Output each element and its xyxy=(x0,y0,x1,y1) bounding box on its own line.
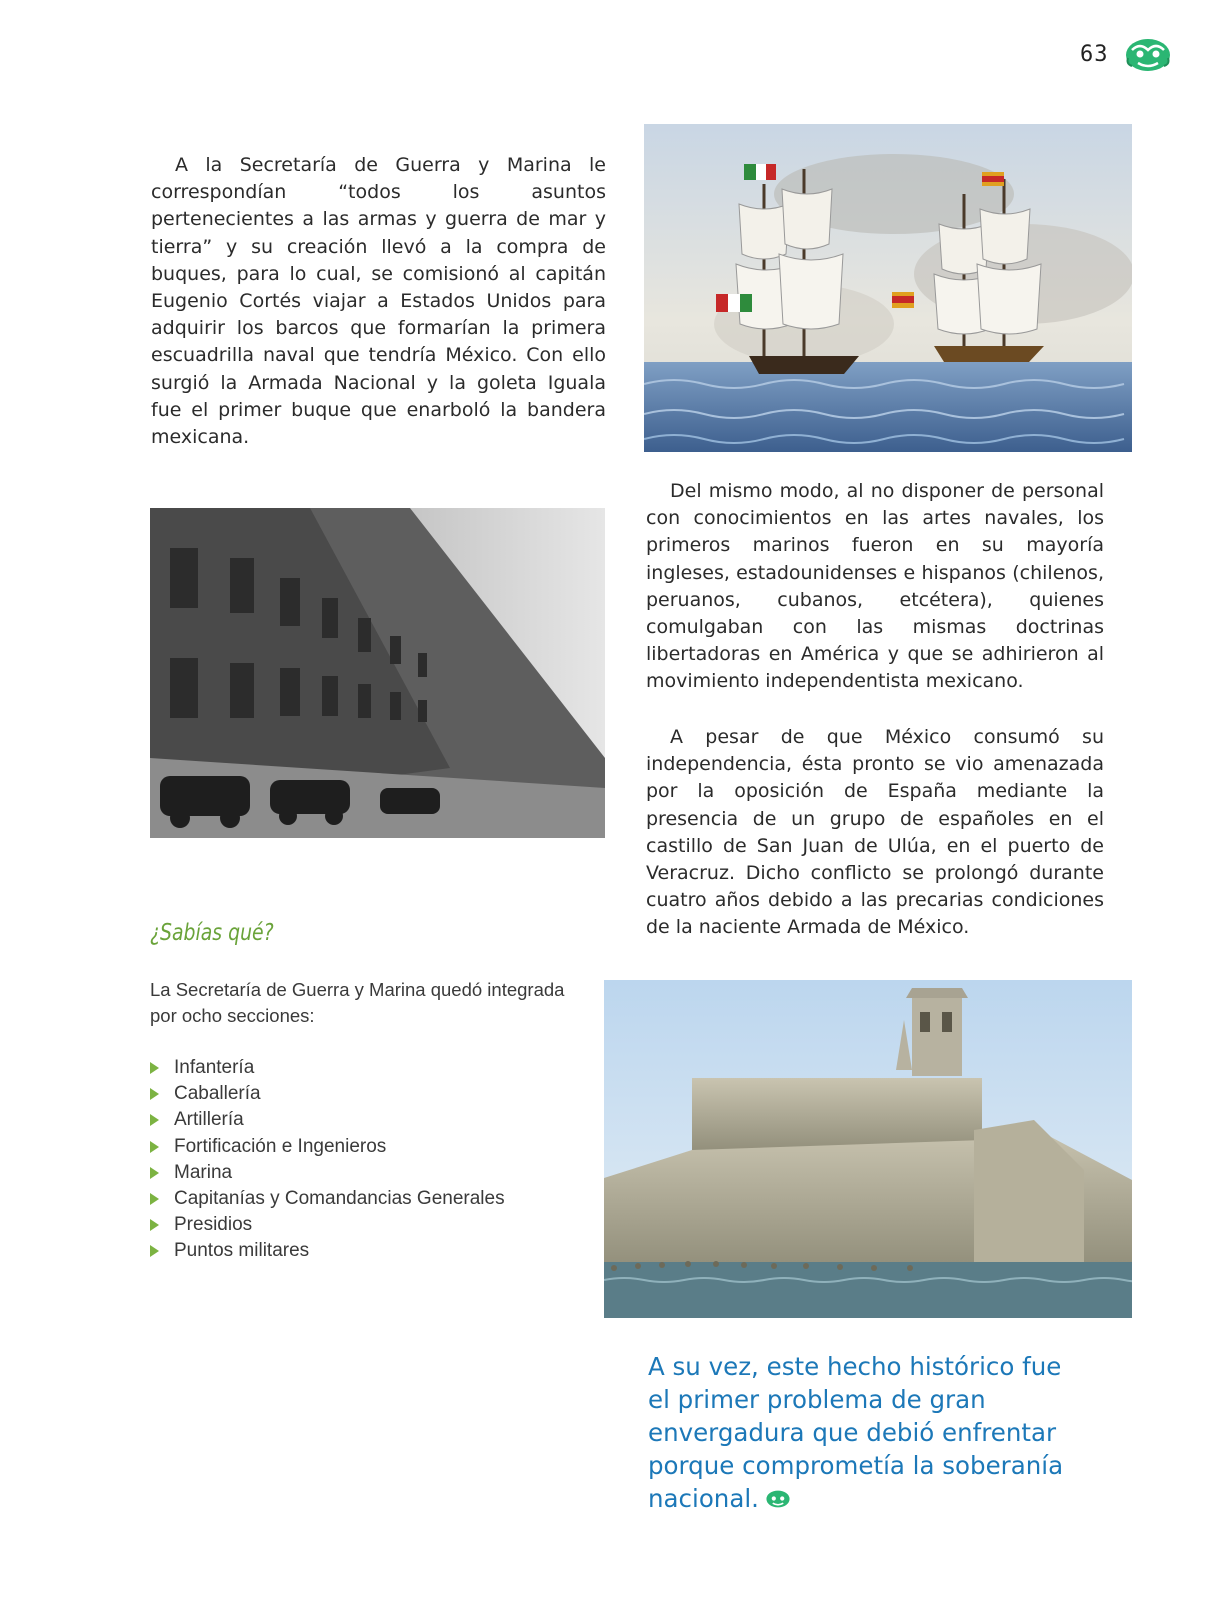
list-item xyxy=(150,1160,505,1186)
list-item xyxy=(150,1055,505,1081)
closing-text: A su vez, este hecho histórico fue el primer problema de gran envergadura que debió enfrentar porque comprometía la soberanía nacional. xyxy=(648,1352,1064,1513)
paragraph-san-juan-de-ulua: A pesar de que México consumó su independencia, ésta pronto se vio amenazada por la oposición de España mediante la presencia de un grupo de españoles en el castillo de San Juan de Ulúa, en el puerto de Veracruz. Dicho conflicto se prolongó durante cuatro años debido a las precarias condiciones de la naciente Armada de México. xyxy=(646,726,1104,939)
bullet-arrow-icon xyxy=(150,1114,159,1126)
sections-list xyxy=(150,1055,505,1265)
list-item-label: Marina xyxy=(174,1161,233,1183)
sabias-que-intro: La Secretaría de Guerra y Marina quedó integrada por ocho secciones: xyxy=(150,979,565,1026)
bullet-arrow-icon xyxy=(150,1141,159,1153)
list-item xyxy=(150,1134,505,1160)
closing-statement xyxy=(648,1350,1088,1515)
green-mask-small-icon xyxy=(765,1489,791,1509)
list-item-label: Infantería xyxy=(174,1057,255,1078)
sabias-que-title: ¿Sabías qué? xyxy=(150,920,274,946)
list-item-label: Presidios xyxy=(174,1214,253,1236)
naval-battle-painting xyxy=(644,124,1132,452)
list-item xyxy=(150,1212,505,1238)
list-item xyxy=(150,1238,505,1264)
bullet-arrow-icon xyxy=(150,1088,159,1100)
paragraph-marinos: Del mismo modo, al no disponer de personal con conocimientos en las artes navales, los primeros marinos fueron en su mayoría ingleses, estadounidenses e hispanos (chilenos, peruanos, cubanos, etcétera), quienes comulgaban con las mismas doctrinas libertadoras en América y que se adhirieron al movimiento independentista mexicano. xyxy=(646,480,1104,693)
bullet-arrow-icon xyxy=(150,1167,159,1179)
list-item xyxy=(150,1186,505,1212)
page-number: 63 xyxy=(1080,42,1109,67)
paragraph-secretaria: A la Secretaría de Guerra y Marina le correspondían “todos los asuntos pertenecientes a las armas y guerra de mar y tierra” y su creación llevó a la compra de buques, para lo cual, se comisionó al capitán Eugenio Cortés viajar a Estados Unidos para adquirir los barcos que formarían la primera escuadrilla naval que tendría México. Con ello surgió la Armada Nacional y la goleta Iguala fue el primer buque que enarboló la bandera mexicana. xyxy=(151,154,606,449)
bullet-arrow-icon xyxy=(150,1219,159,1231)
bullet-arrow-icon xyxy=(150,1062,159,1074)
bullet-arrow-icon xyxy=(150,1193,159,1205)
list-item-label: Artillería xyxy=(174,1109,244,1131)
list-item-label: Fortificación e Ingenieros xyxy=(174,1135,387,1157)
list-item-label: Caballería xyxy=(174,1083,261,1105)
list-item-label: Puntos militares xyxy=(174,1240,310,1262)
historic-building-photo xyxy=(150,508,605,838)
list-item-label: Capitanías y Comandancias Generales xyxy=(174,1187,505,1209)
san-juan-de-ulua-fort-photo xyxy=(604,980,1132,1318)
green-mask-logo-icon xyxy=(1124,36,1172,74)
bullet-arrow-icon xyxy=(150,1245,159,1257)
list-item xyxy=(150,1107,505,1133)
list-item xyxy=(150,1081,505,1107)
